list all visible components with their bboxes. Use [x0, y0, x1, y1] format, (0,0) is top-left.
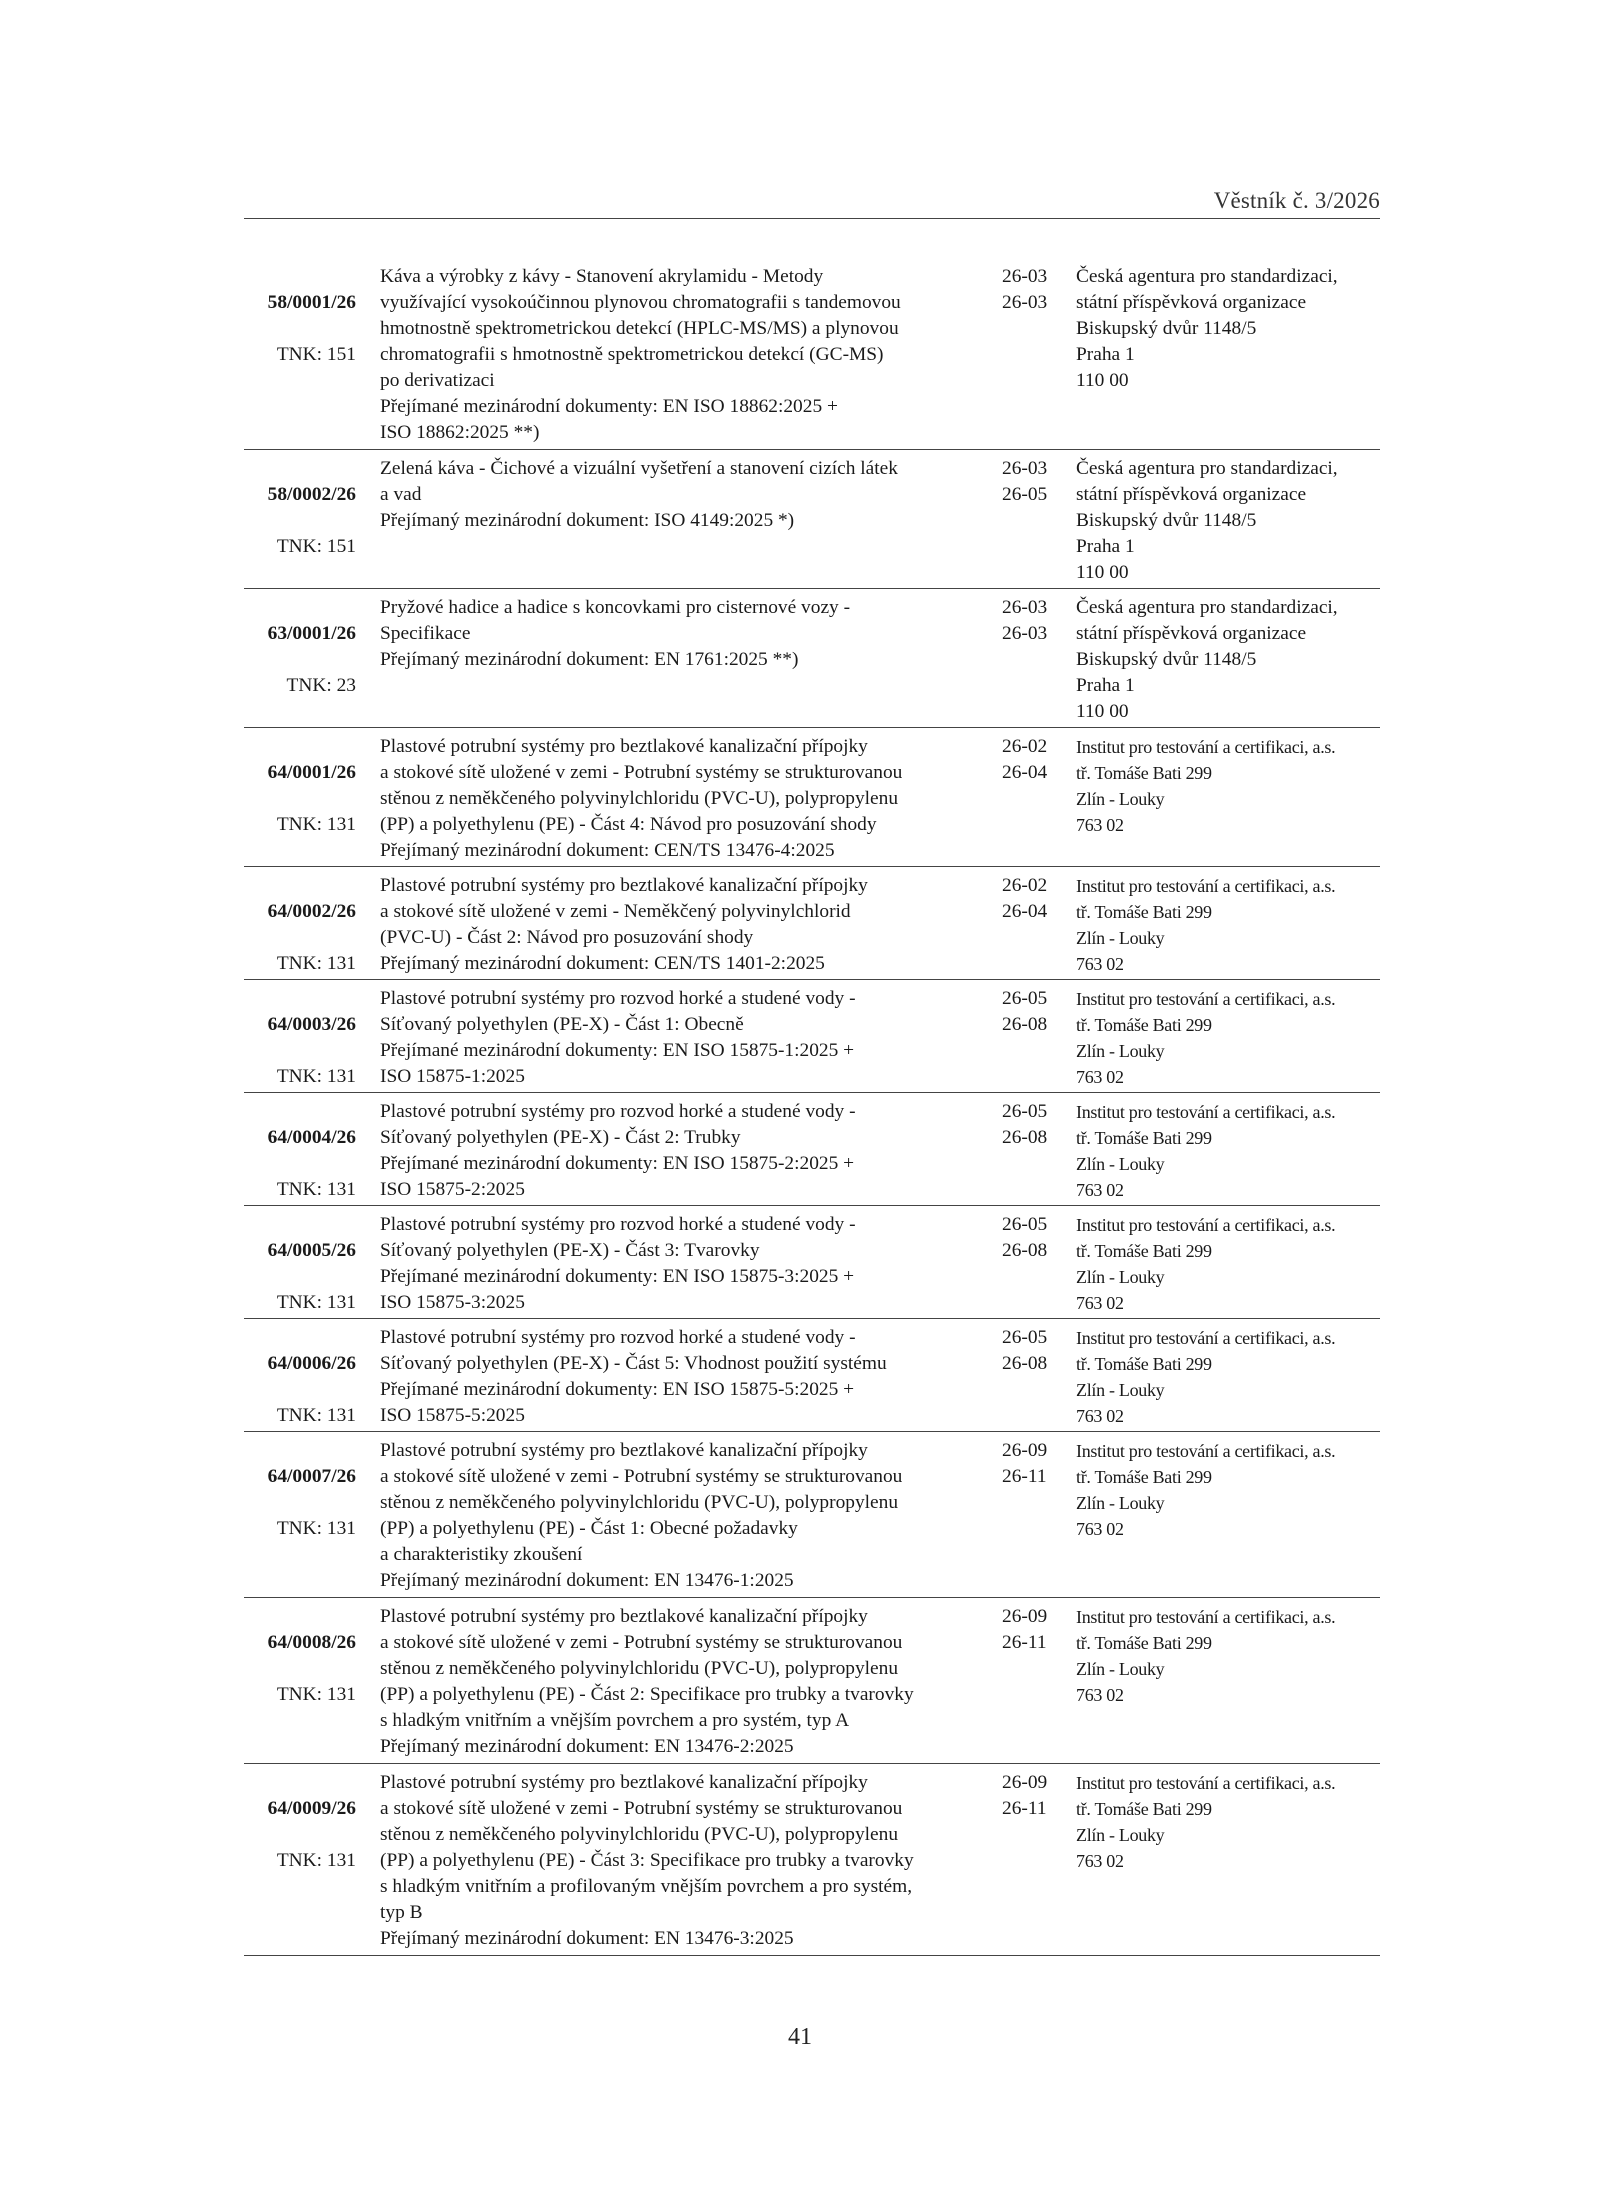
table-row — [244, 1598, 1380, 1764]
dates: 26-03 26-03 — [1002, 597, 1048, 644]
standard-number: 63/0001/26 — [267, 623, 356, 644]
standard-title: Zelená káva - Čichové a vizuální vyšetření a stanovení cizích látek a vad Přejímaný mezinárodní dokument: ISO 4149:2025 *) — [380, 458, 898, 531]
id-cell — [244, 986, 356, 1090]
tnk-label: TNK: 151 — [276, 344, 356, 365]
tnk-label: TNK: 131 — [276, 1405, 356, 1426]
table-row — [244, 867, 1380, 980]
standard-title: Pryžové hadice a hadice s koncovkami pro cisternové vozy - Specifikace Přejímaný mezinárodní dokument: EN 1761:2025 **) — [380, 597, 851, 670]
dates: 26-09 26-11 — [1002, 1440, 1048, 1487]
tnk-label: TNK: 23 — [286, 675, 356, 696]
id-cell — [244, 1438, 356, 1542]
dates: 26-02 26-04 — [1002, 736, 1048, 783]
tnk-label: TNK: 131 — [276, 1850, 356, 1871]
standard-number: 58/0002/26 — [267, 484, 356, 505]
standard-number: 64/0009/26 — [267, 1798, 356, 1819]
dates: 26-03 26-03 — [1002, 266, 1048, 313]
tnk-label: TNK: 131 — [276, 1292, 356, 1313]
organization: Česká agentura pro standardizaci, státní příspěvková organizace Biskupský dvůr 1148/5 Praha 1 110 00 — [1076, 458, 1338, 583]
tnk-label: TNK: 131 — [276, 814, 356, 835]
table-row — [244, 589, 1380, 728]
table-row — [244, 1764, 1380, 1956]
dates: 26-05 26-08 — [1002, 988, 1048, 1035]
dates: 26-09 26-11 — [1002, 1772, 1048, 1819]
id-cell — [244, 734, 356, 838]
standards-table — [244, 258, 1380, 1956]
standard-number: 64/0004/26 — [267, 1127, 356, 1148]
organization: Institut pro testování a certifikaci, a.s. tř. Tomáše Bati 299 Zlín - Louky 763 02 — [1076, 876, 1336, 974]
standard-number: 58/0001/26 — [267, 292, 356, 313]
standard-title: Plastové potrubní systémy pro beztlakové kanalizační přípojky a stokové sítě uložené v zemi - Potrubní systémy se strukturovanou stěnou z neměkčeného polyvinylchloridu (PVC-U), polypropylenu (PP) a polyethylenu (PE) - Část 3: Specifikace pro trubky a tvarovky s hladkým vnitřním a profilovaným vnějším povrchem a pro systém, typ B Přejímaný mezinárodní dokument: EN 13476-3:2025 — [380, 1772, 914, 1949]
tnk-label: TNK: 131 — [276, 1518, 356, 1539]
dates: 26-05 26-08 — [1002, 1327, 1048, 1374]
organization: Institut pro testování a certifikaci, a.s. tř. Tomáše Bati 299 Zlín - Louky 763 02 — [1076, 1102, 1336, 1200]
table-row — [244, 450, 1380, 589]
journal-title: Věstník č. 3/2026 — [1213, 188, 1380, 213]
standard-title: Plastové potrubní systémy pro beztlakové kanalizační přípojky a stokové sítě uložené v zemi - Potrubní systémy se strukturovanou stěnou z neměkčeného polyvinylchloridu (PVC-U), polypropylenu (PP) a polyethylenu (PE) - Část 2: Specifikace pro trubky a tvarovky s hladkým vnitřním a vnějším povrchem a pro systém, typ A Přejímaný mezinárodní dokument: EN 13476-2:2025 — [380, 1606, 914, 1757]
standard-number: 64/0002/26 — [267, 901, 356, 922]
standard-title: Plastové potrubní systémy pro rozvod horké a studené vody - Síťovaný polyethylen (PE-X) - Část 2: Trubky Přejímané mezinárodní dokumenty: EN ISO 15875-2:2025 + ISO 15875-2:2025 — [380, 1101, 856, 1200]
dates: 26-02 26-04 — [1002, 875, 1048, 922]
organization: Institut pro testování a certifikaci, a.s. tř. Tomáše Bati 299 Zlín - Louky 763 02 — [1076, 1328, 1336, 1426]
page-header — [244, 184, 1380, 219]
tnk-label: TNK: 131 — [276, 1066, 356, 1087]
tnk-label: TNK: 131 — [276, 1684, 356, 1705]
standard-title: Plastové potrubní systémy pro beztlakové kanalizační přípojky a stokové sítě uložené v zemi - Neměkčený polyvinylchlorid (PVC-U) - Část 2: Návod pro posuzování shody Přejímaný mezinárodní dokument: CEN/TS 1401-2:2025 — [380, 875, 868, 974]
table-row — [244, 728, 1380, 867]
dates: 26-03 26-05 — [1002, 458, 1048, 505]
id-cell — [244, 456, 356, 560]
id-cell — [244, 1770, 356, 1874]
page-number: 41 — [788, 2024, 812, 2050]
id-cell — [244, 595, 356, 699]
table-row — [244, 1093, 1380, 1206]
organization: Institut pro testování a certifikaci, a.s. tř. Tomáše Bati 299 Zlín - Louky 763 02 — [1076, 989, 1336, 1087]
dates: 26-09 26-11 — [1002, 1606, 1048, 1653]
table-row — [244, 258, 1380, 450]
standard-title: Plastové potrubní systémy pro beztlakové kanalizační přípojky a stokové sítě uložené v zemi - Potrubní systémy se strukturovanou stěnou z neměkčeného polyvinylchloridu (PVC-U), polypropylenu (PP) a polyethylenu (PE) - Část 1: Obecné požadavky a charakteristiky zkoušení Přejímaný mezinárodní dokument: EN 13476-1:2025 — [380, 1440, 903, 1591]
organization: Institut pro testování a certifikaci, a.s. tř. Tomáše Bati 299 Zlín - Louky 763 02 — [1076, 1215, 1336, 1313]
standard-number: 64/0001/26 — [267, 762, 356, 783]
organization: Česká agentura pro standardizaci, státní příspěvková organizace Biskupský dvůr 1148/5 Praha 1 110 00 — [1076, 266, 1338, 391]
standard-number: 64/0008/26 — [267, 1632, 356, 1653]
id-cell — [244, 1212, 356, 1316]
standard-title: Káva a výrobky z kávy - Stanovení akrylamidu - Metody využívající vysokoúčinnou plynovou chromatografii s tandemovou hmotnostně spektrometrickou detekcí (HPLC-MS/MS) a plynovou chromatografii s hmotnostně spektrometrickou detekcí (GC-MS) po derivatizaci Přejímané mezinárodní dokumenty: EN ISO 18862:2025 + ISO 18862:2025 **) — [380, 266, 901, 443]
organization: Institut pro testování a certifikaci, a.s. tř. Tomáše Bati 299 Zlín - Louky 763 02 — [1076, 1773, 1336, 1871]
standard-number: 64/0003/26 — [267, 1014, 356, 1035]
organization: Institut pro testování a certifikaci, a.s. tř. Tomáše Bati 299 Zlín - Louky 763 02 — [1076, 1441, 1336, 1539]
id-cell — [244, 264, 356, 368]
tnk-label: TNK: 131 — [276, 953, 356, 974]
tnk-label: TNK: 131 — [276, 1179, 356, 1200]
organization: Institut pro testování a certifikaci, a.s. tř. Tomáše Bati 299 Zlín - Louky 763 02 — [1076, 737, 1336, 835]
standard-title: Plastové potrubní systémy pro rozvod horké a studené vody - Síťovaný polyethylen (PE-X) - Část 1: Obecně Přejímané mezinárodní dokumenty: EN ISO 15875-1:2025 + ISO 15875-1:2025 — [380, 988, 856, 1087]
standard-number: 64/0005/26 — [267, 1240, 356, 1261]
id-cell — [244, 873, 356, 977]
standard-number: 64/0006/26 — [267, 1353, 356, 1374]
organization: Institut pro testování a certifikaci, a.s. tř. Tomáše Bati 299 Zlín - Louky 763 02 — [1076, 1607, 1336, 1705]
standard-title: Plastové potrubní systémy pro rozvod horké a studené vody - Síťovaný polyethylen (PE-X) - Část 3: Tvarovky Přejímané mezinárodní dokumenty: EN ISO 15875-3:2025 + ISO 15875-3:2025 — [380, 1214, 856, 1313]
id-cell — [244, 1604, 356, 1708]
table-row — [244, 1319, 1380, 1432]
standard-title: Plastové potrubní systémy pro rozvod horké a studené vody - Síťovaný polyethylen (PE-X) - Část 5: Vhodnost použití systému Přejímané mezinárodní dokumenty: EN ISO 15875-5:2025 + ISO 15875-5:2025 — [380, 1327, 887, 1426]
dates: 26-05 26-08 — [1002, 1101, 1048, 1148]
dates: 26-05 26-08 — [1002, 1214, 1048, 1261]
organization: Česká agentura pro standardizaci, státní příspěvková organizace Biskupský dvůr 1148/5 Praha 1 110 00 — [1076, 597, 1338, 722]
id-cell — [244, 1099, 356, 1203]
id-cell — [244, 1325, 356, 1429]
tnk-label: TNK: 151 — [276, 536, 356, 557]
standard-title: Plastové potrubní systémy pro beztlakové kanalizační přípojky a stokové sítě uložené v zemi - Potrubní systémy se strukturovanou stěnou z neměkčeného polyvinylchloridu (PVC-U), polypropylenu (PP) a polyethylenu (PE) - Část 4: Návod pro posuzování shody Přejímaný mezinárodní dokument: CEN/TS 13476-4:2025 — [380, 736, 903, 861]
table-row — [244, 980, 1380, 1093]
table-row — [244, 1432, 1380, 1598]
table-row — [244, 1206, 1380, 1319]
standard-number: 64/0007/26 — [267, 1466, 356, 1487]
